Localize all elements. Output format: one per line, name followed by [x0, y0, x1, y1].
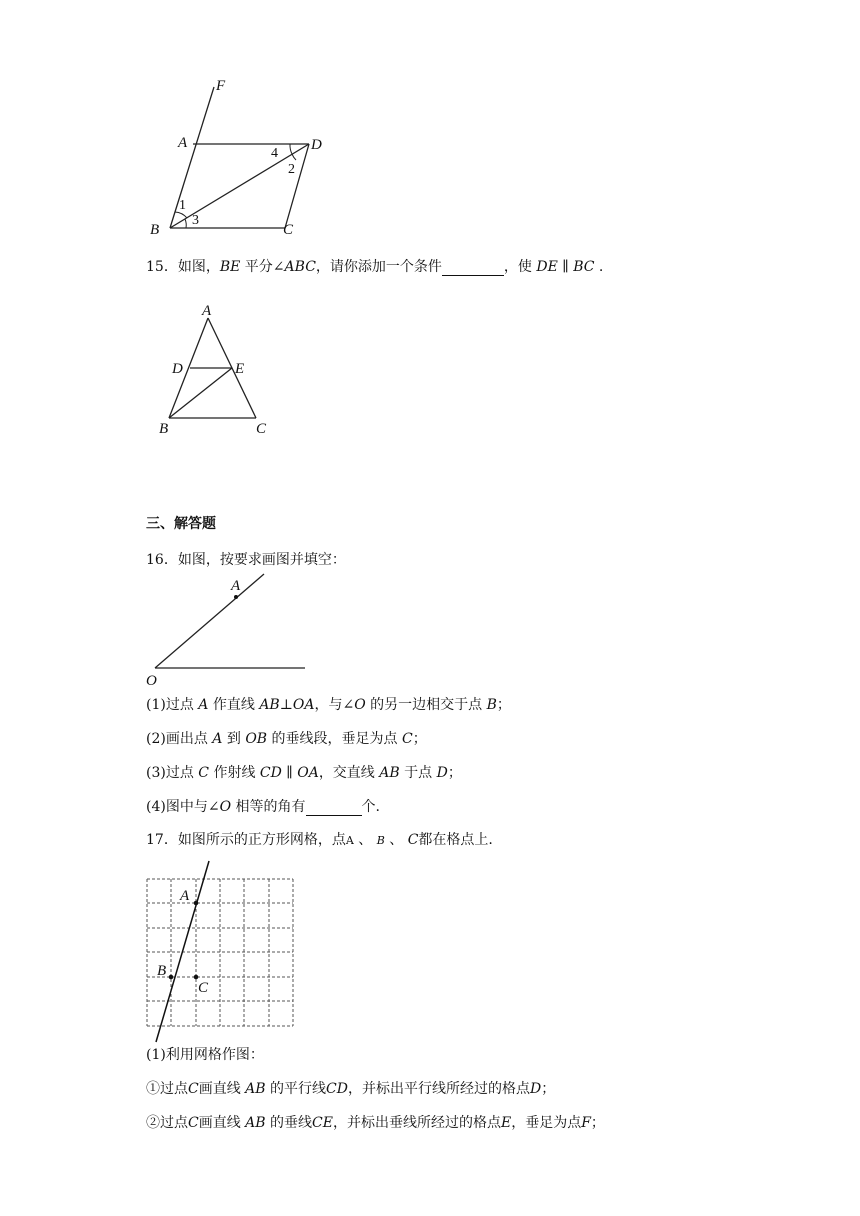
label-b: B	[157, 963, 167, 979]
text: ，垂足为点	[511, 1115, 582, 1131]
q16-step-4	[146, 796, 380, 816]
var: B	[486, 697, 497, 713]
text: 的另一边相交于点	[365, 697, 487, 713]
symbol: ⊥	[279, 697, 293, 713]
symbol: ∥	[281, 765, 298, 781]
angle-label-2: 2	[288, 162, 295, 177]
angle-arc-b2	[185, 219, 186, 228]
q15-var-de: DE	[536, 259, 558, 275]
q17-text-b: 都在格点上.	[418, 832, 493, 848]
var: D	[436, 765, 448, 781]
q17-point-c: C	[407, 832, 419, 848]
text: ，并标出垂线所经过的格点	[332, 1115, 501, 1131]
angle-label-4: 4	[271, 146, 278, 161]
question-16	[146, 549, 346, 569]
q17-step-2	[146, 1112, 605, 1132]
label-a: A	[202, 303, 212, 319]
text: 于点	[399, 765, 437, 781]
text: 的平行线	[265, 1081, 327, 1097]
label-f: F	[216, 78, 226, 94]
label-c: C	[256, 421, 267, 437]
var: A	[212, 731, 223, 747]
question-17	[146, 829, 493, 849]
point-b	[169, 975, 174, 980]
label-a: A	[231, 578, 241, 594]
text: 画直线	[198, 1081, 246, 1097]
var: CE	[312, 1115, 333, 1131]
point-c	[194, 975, 199, 980]
q15-text-2: 平分∠	[240, 259, 285, 275]
grid-figure	[140, 858, 305, 1048]
var: CD	[259, 765, 282, 781]
q16-text: 如图，按要求画图并填空：	[177, 552, 346, 568]
q15-text-1: 如图，	[177, 259, 220, 275]
angle-o-figure	[140, 568, 320, 688]
q15-text-5: ∥	[557, 259, 574, 275]
angle-label-3: 3	[192, 213, 199, 228]
angle-arc-d	[292, 154, 296, 160]
var: AB	[245, 1115, 266, 1131]
text: (2)画出点	[146, 731, 213, 747]
text: ，与∠	[314, 697, 355, 713]
text: ，交直线	[318, 765, 380, 781]
text: ；	[541, 1081, 556, 1097]
text: 个.	[361, 799, 380, 815]
var: CD	[326, 1081, 348, 1097]
q15-text-6: .	[594, 259, 604, 275]
text: ①过点	[146, 1081, 188, 1097]
q16-step-2	[146, 728, 427, 748]
q17-sep-1: 、	[353, 832, 377, 848]
text: ；	[447, 765, 462, 781]
var: C	[401, 731, 413, 747]
text: (1)过点	[146, 697, 199, 713]
label-o: O	[146, 673, 157, 688]
label-d: D	[311, 137, 322, 153]
q17-sep-2: 、	[384, 832, 408, 848]
q15-var-abc: ABC	[284, 259, 316, 275]
var: F	[581, 1115, 591, 1131]
q16-step-3	[146, 762, 462, 782]
angle-label-1: 1	[179, 198, 186, 213]
q15-number: 15．	[146, 259, 178, 275]
q17-point-b: B	[376, 834, 385, 847]
var: OB	[245, 731, 268, 747]
text: (4)图中与∠	[146, 799, 220, 815]
var: C	[188, 1081, 199, 1097]
var: AB	[245, 1081, 266, 1097]
text: ，并标出平行线所经过的格点	[347, 1081, 530, 1097]
var: E	[500, 1115, 512, 1131]
var: AB	[259, 697, 280, 713]
q17-step-1	[146, 1078, 555, 1098]
q17-point-a: A	[345, 834, 354, 847]
label-b: B	[150, 222, 160, 238]
q15-var-be: BE	[219, 259, 241, 275]
var: OA	[297, 765, 319, 781]
label-b: B	[159, 421, 169, 437]
point-a	[194, 901, 199, 906]
question-15	[146, 256, 603, 276]
section-title: 三、解答题	[146, 516, 216, 532]
q16-number: 16．	[146, 552, 178, 568]
angle-arc-d2	[290, 144, 292, 154]
var: D	[529, 1081, 542, 1097]
q15-text-3: ，请你添加一个条件	[315, 259, 442, 275]
line-bf	[170, 87, 214, 228]
text: 到	[222, 731, 246, 747]
label-c: C	[198, 980, 209, 996]
triangle-figure	[150, 300, 280, 440]
text: 的垂线段，垂足为点	[267, 731, 402, 747]
label-a: A	[178, 135, 188, 151]
text: 画直线	[198, 1115, 246, 1131]
label-c: C	[283, 222, 294, 238]
grid-lines	[147, 879, 293, 1026]
parallelogram-figure	[140, 70, 340, 245]
q15-text-4: ，使	[503, 259, 537, 275]
text: 相等的角有	[231, 799, 306, 815]
var: O	[354, 697, 366, 713]
point-a	[234, 595, 238, 599]
var: C	[188, 1115, 199, 1131]
text: ②过点	[146, 1115, 188, 1131]
q15-answer-blank[interactable]	[442, 261, 504, 276]
text: ；	[412, 731, 427, 747]
label-d: D	[172, 361, 183, 377]
q16-answer-blank[interactable]	[306, 801, 362, 816]
ray-oa	[155, 574, 264, 668]
text: 作直线	[208, 697, 260, 713]
q17-part-1: (1)利用网格作图：	[146, 1047, 264, 1063]
var: OA	[292, 697, 315, 713]
text: (3)过点	[146, 765, 199, 781]
q16-step-1	[146, 694, 511, 714]
q17-text-a: 如图所示的正方形网格，点	[177, 832, 346, 848]
var: AB	[379, 765, 400, 781]
var: A	[198, 697, 209, 713]
label-e: E	[235, 361, 245, 377]
var: O	[219, 799, 232, 815]
text: 作射线	[209, 765, 260, 781]
label-a: A	[180, 888, 190, 904]
q17-number: 17．	[146, 832, 178, 848]
q15-var-bc: BC	[573, 259, 595, 275]
text: ；	[496, 697, 511, 713]
text: 的垂线	[265, 1115, 313, 1131]
var: C	[198, 765, 209, 781]
text: ；	[590, 1115, 605, 1131]
